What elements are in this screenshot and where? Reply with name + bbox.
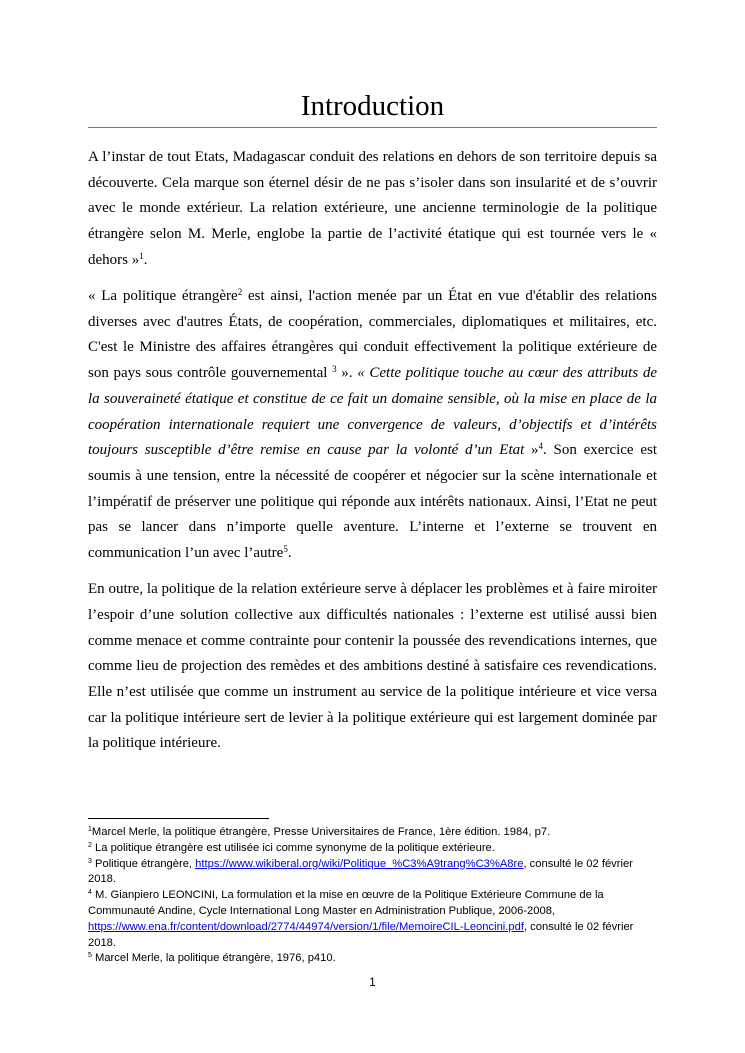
footnote-ref-3[interactable]: 3 (332, 364, 337, 375)
paragraph-1-end: . (143, 251, 148, 268)
paragraph-2-text-c: ». (336, 365, 358, 382)
footnote-2 (88, 841, 658, 857)
footnote-text: Marcel Merle, la politique étrangère, Presse Universitaires de France, 1ère édition. 1984, p7. (91, 826, 551, 838)
paragraph-2-text-d: » (524, 442, 539, 459)
paragraph-2-text-b: est ainsi, l'action menée par un État en vue d'établir des relations diverses avec d'autres États, de coopération, commerciales, diplomatiques et militaires, etc. C'est le Ministre des affaires étrangères qui conduit effectivement la politique extérieure de son pays sous contrôle gouvernemental (88, 288, 657, 382)
footnote-ref-5[interactable]: 5 (283, 544, 288, 555)
footnote-number: 3 (88, 857, 92, 865)
paragraph-3: En outre, la politique de la relation extérieure serve à déplacer les problèmes et à faire miroiter l’espoir d’une solution collective aux difficultés nationales : l’externe est utilisé aussi bien comme menace et comme contrainte pour contenir la poussée des revendications internes, que comme lieu de projection des remèdes et des ambitions destiné à satisfaire ces revendications. Elle n’est utilisée que comme un instrument au service de la politique intérieure et vice versa car la politique intérieure sert de levier à la politique extérieure qui est largement dominée par la politique intérieure. (88, 581, 657, 752)
paragraph-1 (88, 145, 657, 274)
footnote-ref-2[interactable]: 2 (237, 287, 243, 298)
footnote-ref-1[interactable]: 1 (139, 250, 144, 261)
footnote-5 (88, 951, 658, 967)
footnote-number: 2 (88, 841, 92, 849)
paragraph-2-text-a: « La politique étrangère (88, 288, 238, 305)
page-number: 1 (369, 975, 376, 989)
title-underline (88, 127, 657, 128)
page-title: Introduction (300, 90, 445, 122)
footnote-text: Politique étrangère, (91, 857, 196, 870)
ena-memoire-link[interactable]: https://www.ena.fr/content/download/2774/44974/version/1/file/MemoireCIL-Leoncini.pdf (88, 920, 524, 933)
paragraph-2 (88, 284, 657, 567)
footnote-number: 4 (88, 889, 92, 897)
footnote-text: La politique étrangère est utilisée ici comme synonyme de la politique extérieure. (91, 841, 495, 854)
footnote-number: 1 (88, 826, 92, 833)
footnote-3 (88, 857, 658, 889)
footnote-ref-4[interactable]: 4 (538, 441, 544, 452)
footnote-text: , consulté le 02 février 2018. (88, 857, 633, 886)
paragraph-2-text-e: . Son exercice est soumis à une tension, entre la nécessité de coopérer et négocier sur la scène internationale et l’impératif de préserver une politique qui réponde aux intérêts nationaux. Ainsi, l’Etat ne peut pas se lancer dans n’importe quelle aventure. L’interne et l’externe se trouvent en communication l’un avec l’autre (88, 442, 657, 562)
footnote-4 (88, 888, 658, 951)
footnote-number: 5 (88, 952, 92, 960)
footnotes (88, 825, 658, 967)
footnote-text: , consulté le 02 février 2018. (88, 920, 634, 949)
paragraph-2-text-f: . (287, 545, 292, 562)
body-text (88, 145, 657, 768)
footnote-text: Marcel Merle, la politique étrangère, 1976, p410. (91, 952, 336, 965)
footnote-1 (88, 825, 658, 841)
italic-quote: « Cette politique touche au cœur des attributs de la souveraineté étatique et constitue de ce fait un domaine sensible, où la mise en place de la coopération internationale requiert une convergence de valeurs, d’objectifs et d’intérêts toujours susceptible d’être remise en cause par la volonté d’un Etat (88, 365, 658, 459)
footnote-text: M. Gianpiero LEONCINI, La formulation et la mise en œuvre de la Politique Extérieure Commune de la Communauté Andine, Cycle International Long Master en Administration Publique, 2006-2008, (88, 889, 604, 917)
wikiberal-link[interactable]: https://www.wikiberal.org/wiki/Politique_%C3%A9trang%C3%A8re (195, 857, 524, 870)
paragraph-1-text: A l’instar de tout Etats, Madagascar conduit des relations en dehors de son territoire depuis sa découverte. Cela marque son éternel désir de ne pas s’isoler dans son insularité et de s’ouvrir avec le monde extérieur. La relation extérieure, une ancienne terminologie de la politique étrangère selon M. Merle, englobe la partie de l’activité étatique qui est tournée vers le « dehors » (88, 149, 657, 268)
footnote-separator (88, 818, 269, 819)
